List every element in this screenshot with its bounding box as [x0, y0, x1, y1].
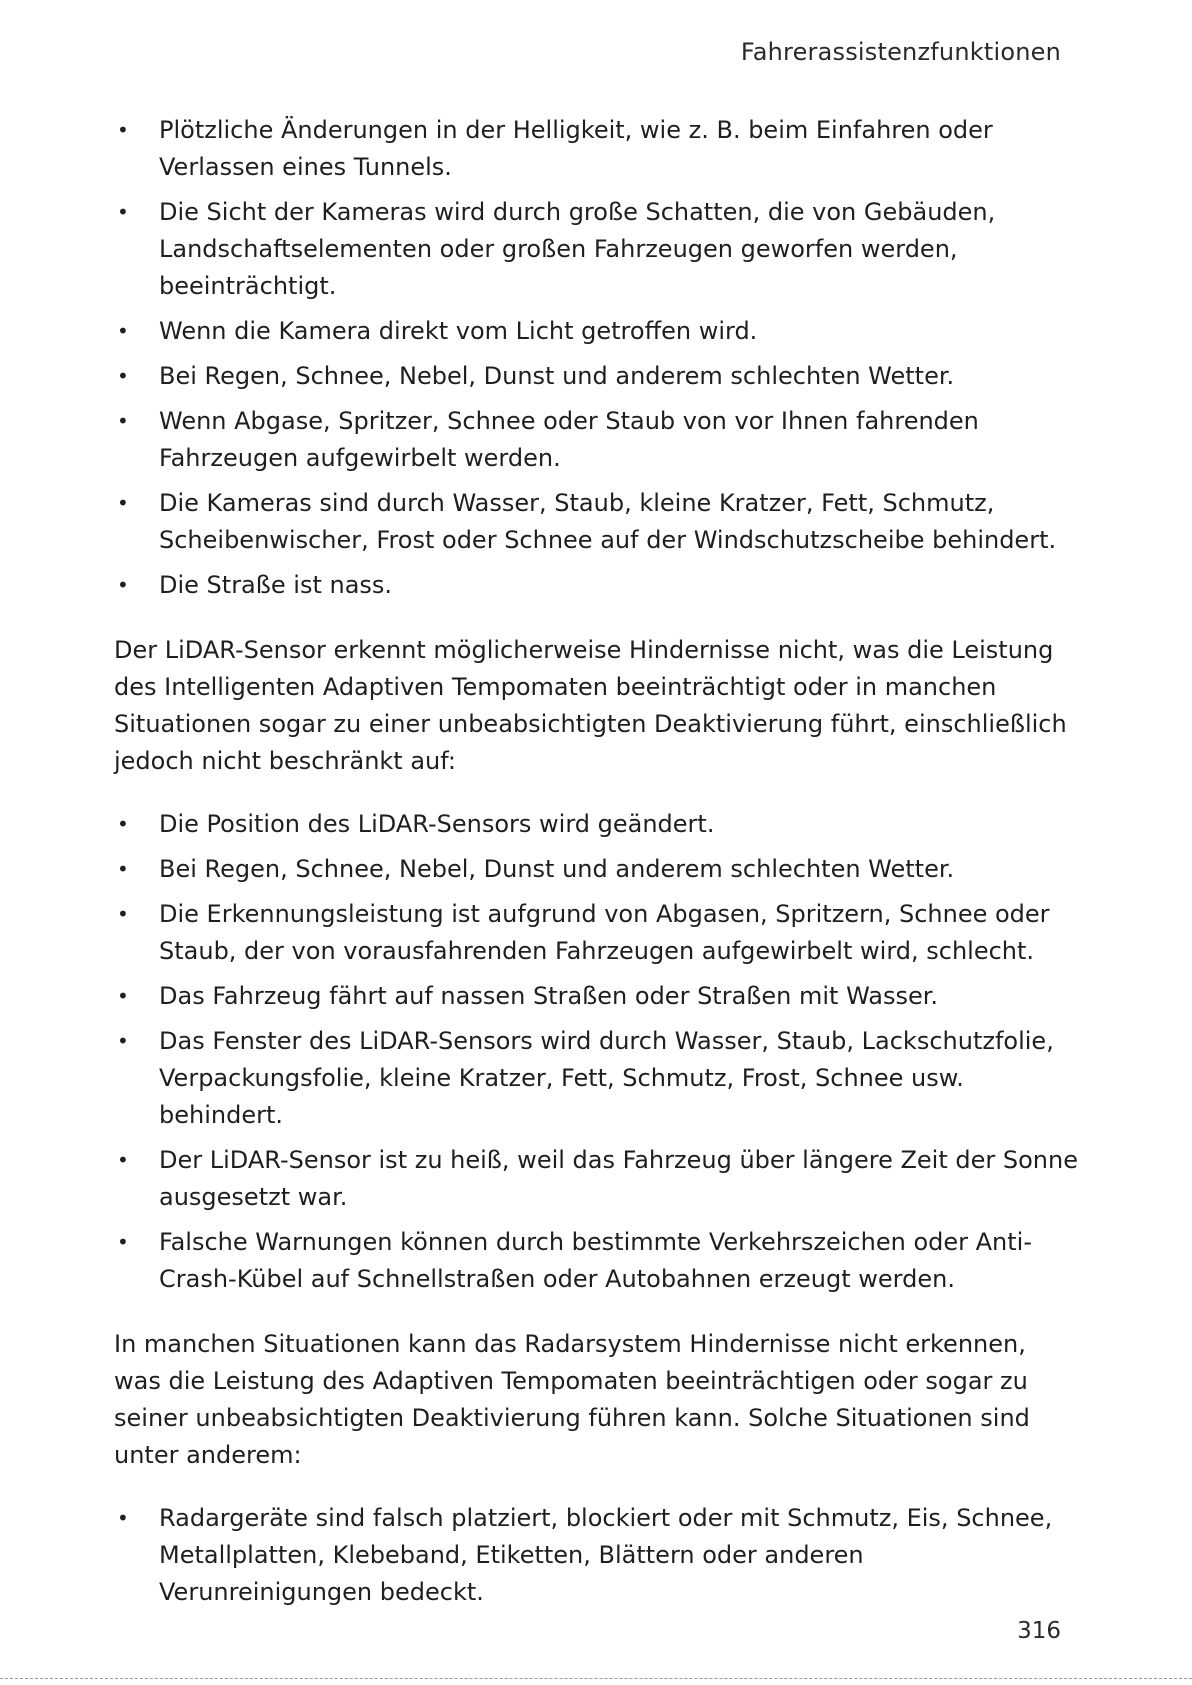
list-item: [114, 1500, 1079, 1611]
list-item: [114, 358, 1079, 395]
list-item-text: Die Straße ist nass.: [159, 571, 393, 599]
page-number: 316: [1017, 1618, 1061, 1644]
page-content: [114, 112, 1079, 1619]
list-item: [114, 567, 1079, 604]
list-item-text: Die Sicht der Kameras wird durch große Schatten, die von Gebäuden, Landschaftselementen oder großen Fahrzeugen geworfen werden, beeinträchtigt.: [159, 198, 996, 300]
radar-paragraph: In manchen Situationen kann das Radarsystem Hindernisse nicht erkennen, was die Leistung des Adaptiven Tempomaten beeinträchtigen oder sogar zu seiner unbeabsichtigten Deaktivierung führen kann. Solche Situationen sind unter anderem:: [114, 1330, 1030, 1469]
bullet-icon: •: [117, 319, 129, 343]
list-item: [114, 1142, 1079, 1216]
list-item-text: Das Fenster des LiDAR-Sensors wird durch Wasser, Staub, Lackschutzfolie, Verpackungsfolie, kleine Kratzer, Fett, Schmutz, Frost, Schnee usw. behindert.: [159, 1027, 1054, 1129]
list-item-text: Bei Regen, Schnee, Nebel, Dunst und anderem schlechten Wetter.: [159, 362, 955, 390]
list-item-text: Die Kameras sind durch Wasser, Staub, kleine Kratzer, Fett, Schmutz, Scheibenwischer, Frost oder Schnee auf der Windschutzscheibe behindert.: [159, 489, 1057, 554]
bullet-icon: •: [117, 118, 129, 142]
list-item-text: Die Position des LiDAR-Sensors wird geändert.: [159, 810, 715, 838]
camera-limitations-list: [114, 112, 1079, 604]
bullet-icon: •: [117, 1148, 129, 1172]
list-item: [114, 978, 1079, 1015]
list-item-text: Das Fahrzeug fährt auf nassen Straßen oder Straßen mit Wasser.: [159, 982, 939, 1010]
list-item: [114, 896, 1079, 970]
bullet-icon: •: [117, 364, 129, 388]
list-item: [114, 806, 1079, 843]
list-item-text: Die Erkennungsleistung ist aufgrund von Abgasen, Spritzern, Schnee oder Staub, der von vorausfahrenden Fahrzeugen aufgewirbelt wird, schlecht.: [159, 900, 1050, 965]
bullet-icon: •: [117, 812, 129, 836]
list-item: [114, 485, 1079, 559]
list-item-text: Wenn die Kamera direkt vom Licht getroffen wird.: [159, 317, 758, 345]
list-item: [114, 403, 1079, 477]
list-item: [114, 851, 1079, 888]
list-item: [114, 112, 1079, 186]
list-item-text: Wenn Abgase, Spritzer, Schnee oder Staub von vor Ihnen fahrenden Fahrzeugen aufgewirbelt werden.: [159, 407, 979, 472]
list-item-text: Radargeräte sind falsch platziert, blockiert oder mit Schmutz, Eis, Schnee, Metallplatten, Klebeband, Etiketten, Blättern oder anderen Verunreinigungen bedeckt.: [159, 1504, 1053, 1606]
bullet-icon: •: [117, 984, 129, 1008]
list-item: [114, 1023, 1079, 1134]
page-header-title: Fahrerassistenzfunktionen: [740, 38, 1061, 66]
bullet-icon: •: [117, 1506, 129, 1530]
lidar-paragraph: Der LiDAR-Sensor erkennt möglicherweise Hindernisse nicht, was die Leistung des Intelligenten Adaptiven Tempomaten beeinträchtigt oder in manchen Situationen sogar zu einer unbeabsichtigten Deaktivierung führt, einschließlich jedoch nicht beschränkt auf:: [114, 636, 1067, 775]
bullet-icon: •: [117, 1029, 129, 1053]
lidar-limitations-list: [114, 806, 1079, 1298]
page-bottom-divider: [0, 1678, 1192, 1679]
list-item-text: Der LiDAR-Sensor ist zu heiß, weil das Fahrzeug über längere Zeit der Sonne ausgesetzt war.: [159, 1146, 1078, 1211]
list-item-text: Plötzliche Änderungen in der Helligkeit, wie z. B. beim Einfahren oder Verlassen eines Tunnels.: [159, 116, 993, 181]
radar-limitations-list: [114, 1500, 1079, 1611]
list-item: [114, 313, 1079, 350]
bullet-icon: •: [117, 409, 129, 433]
bullet-icon: •: [117, 1230, 129, 1254]
list-item: [114, 194, 1079, 305]
list-item: [114, 1224, 1079, 1298]
bullet-icon: •: [117, 902, 129, 926]
bullet-icon: •: [117, 857, 129, 881]
bullet-icon: •: [117, 573, 129, 597]
bullet-icon: •: [117, 200, 129, 224]
list-item-text: Falsche Warnungen können durch bestimmte Verkehrszeichen oder Anti-Crash-Kübel auf Schnellstraßen oder Autobahnen erzeugt werden.: [159, 1228, 1032, 1293]
bullet-icon: •: [117, 491, 129, 515]
list-item-text: Bei Regen, Schnee, Nebel, Dunst und anderem schlechten Wetter.: [159, 855, 955, 883]
